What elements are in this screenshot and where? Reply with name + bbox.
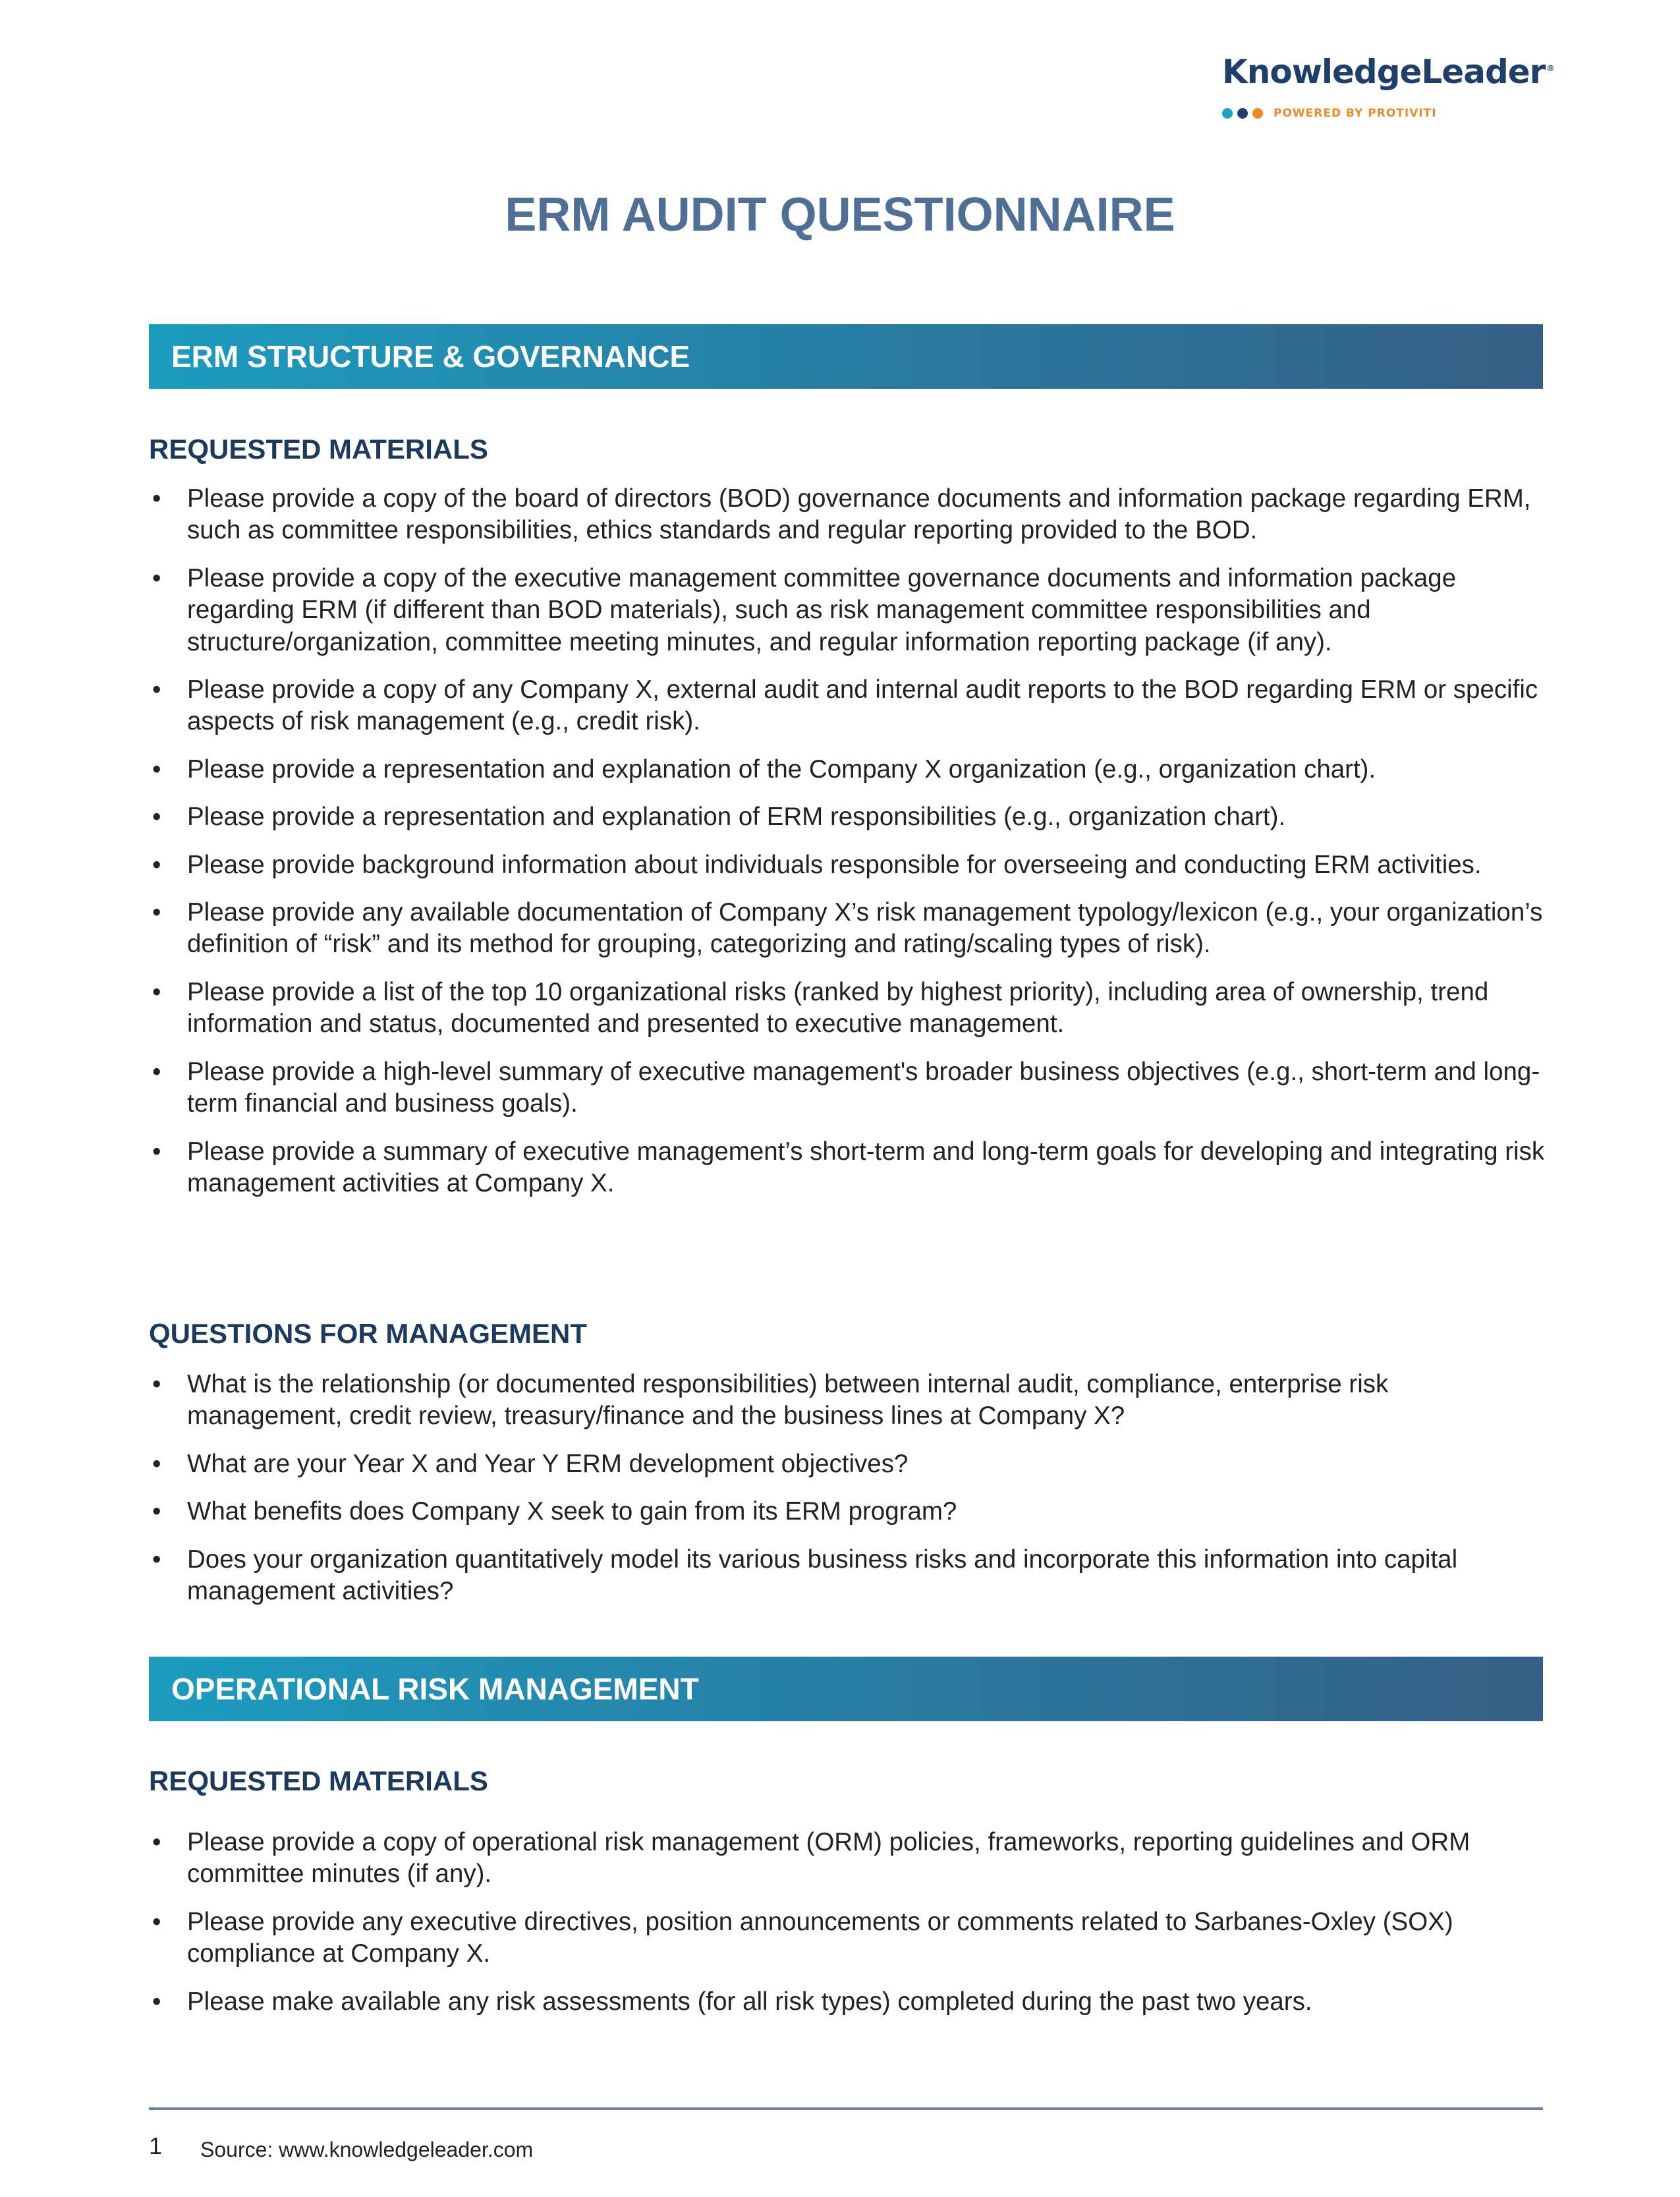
list-item	[149, 1448, 1546, 1480]
section-band-operational-risk: OPERATIONAL RISK MANAGEMENT	[149, 1657, 1543, 1721]
bullet-icon: •	[152, 1370, 161, 1398]
list-item-text: What benefits does Company X seek to gain from its ERM program?	[187, 1497, 957, 1526]
list-item	[149, 801, 1546, 833]
list-item-text: Please provide a copy of any Company X, external audit and internal audit reports to the BOD regarding ERM or specific aspects of risk management (e.g., credit risk).	[187, 675, 1538, 736]
bullet-icon: •	[152, 1545, 161, 1574]
logo-dot-icon	[1237, 108, 1248, 119]
list-item-text: Please make available any risk assessments (for all risk types) completed during the past two years.	[187, 1987, 1312, 2016]
footer-divider	[149, 2107, 1543, 2110]
knowledgeleader-logo	[1222, 53, 1554, 125]
list-item	[149, 563, 1546, 658]
list-item-text: Please provide a list of the top 10 organizational risks (ranked by highest priority), including area of ownership, trend information and status, documented and presented to executive management.	[187, 977, 1489, 1039]
list-item	[149, 674, 1546, 738]
list-item	[149, 1369, 1546, 1433]
footer-source: Source: www.knowledgeleader.com	[200, 2138, 534, 2161]
list-item	[149, 977, 1546, 1041]
bullet-icon: •	[152, 1987, 161, 2016]
bullet-icon: •	[152, 1497, 161, 1526]
list-item-text: Please provide any available documentation of Company X’s risk management typology/lexicon (e.g., your organization’s definition of “risk” and its method for grouping, categorizing and rating/scaling types of risk).	[187, 898, 1543, 959]
bullet-icon: •	[152, 850, 161, 879]
list-item	[149, 849, 1546, 881]
list-item	[149, 1544, 1546, 1608]
bullet-icon: •	[152, 484, 161, 513]
questions-for-management-list	[149, 1369, 1546, 1623]
questions-for-management-heading: QUESTIONS FOR MANAGEMENT	[149, 1318, 588, 1349]
list-item	[149, 1496, 1546, 1527]
bullet-icon: •	[152, 1449, 161, 1478]
logo-dot-icon	[1252, 108, 1263, 119]
list-item	[149, 1056, 1546, 1120]
list-item-text: Please provide a representation and explanation of the Company X organization (e.g., organization chart).	[187, 755, 1376, 784]
bullet-icon: •	[152, 898, 161, 927]
bullet-icon: •	[152, 563, 161, 592]
list-item	[149, 1986, 1546, 2018]
bullet-icon: •	[152, 803, 161, 832]
list-item	[149, 483, 1546, 547]
list-item-text: What are your Year X and Year Y ERM development objectives?	[187, 1449, 909, 1478]
list-item-text: What is the relationship (or documented responsibilities) between internal audit, compliance, enterprise risk management, credit review, treasury/finance and the business lines at Company X?	[187, 1370, 1389, 1431]
bullet-icon: •	[152, 675, 161, 704]
logo-dot-icon	[1222, 108, 1233, 119]
logo-wordmark: KnowledgeLeader ®	[1222, 53, 1554, 91]
list-item	[149, 1827, 1546, 1891]
list-item-text: Does your organization quantitatively model its various business risks and incorporate this information into capital management activities?	[187, 1545, 1458, 1606]
list-item	[149, 754, 1546, 785]
page-number: 1	[149, 2132, 163, 2159]
section-band-erm-structure: ERM STRUCTURE & GOVERNANCE	[149, 324, 1543, 389]
list-item-text: Please provide any executive directives, position announcements or comments related to Sarbanes-Oxley (SOX) compliance at Company X.	[187, 1907, 1453, 1968]
list-item	[149, 1136, 1546, 1200]
bullet-icon: •	[152, 1828, 161, 1856]
list-item-text: Please provide background information about individuals responsible for overseeing and conducting ERM activities.	[187, 850, 1482, 879]
bullet-icon: •	[152, 1137, 161, 1166]
list-item	[149, 897, 1546, 961]
list-item-text: Please provide a copy of the executive management committee governance documents and information package regarding ERM (if different than BOD materials), such as risk management committee responsibilities and structure/organization, committee meeting minutes, and regular information reporting package (if any).	[187, 563, 1457, 656]
requested-materials-list	[149, 483, 1546, 1215]
requested-materials-heading: REQUESTED MATERIALS	[149, 434, 488, 465]
bullet-icon: •	[152, 755, 161, 784]
logo-tagline: POWERED BY PROTIVITI	[1274, 107, 1437, 120]
orm-requested-materials-list	[149, 1827, 1546, 2034]
document-title: ERM AUDIT QUESTIONNAIRE	[505, 188, 1175, 241]
list-item-text: Please provide a representation and explanation of ERM responsibilities (e.g., organization chart).	[187, 803, 1286, 832]
bullet-icon: •	[152, 977, 161, 1006]
list-item-text: Please provide a copy of the board of directors (BOD) governance documents and information package regarding ERM, such as committee responsibilities, ethics standards and regular reporting provided to the BOD.	[187, 484, 1531, 545]
registered-mark: ®	[1546, 64, 1554, 74]
bullet-icon: •	[152, 1907, 161, 1936]
bullet-icon: •	[152, 1057, 161, 1086]
list-item-text: Please provide a copy of operational risk management (ORM) policies, frameworks, reporting guidelines and ORM committee minutes (if any).	[187, 1828, 1470, 1889]
orm-requested-materials-heading: REQUESTED MATERIALS	[149, 1765, 488, 1796]
list-item-text: Please provide a high-level summary of executive management's broader business objectives (e.g., short-term and long-term financial and business goals).	[187, 1057, 1540, 1118]
list-item	[149, 1906, 1546, 1970]
logo-dots-icon	[1222, 108, 1263, 119]
list-item-text: Please provide a summary of executive management’s short-term and long-term goals for developing and integrating risk management activities at Company X.	[187, 1137, 1545, 1197]
